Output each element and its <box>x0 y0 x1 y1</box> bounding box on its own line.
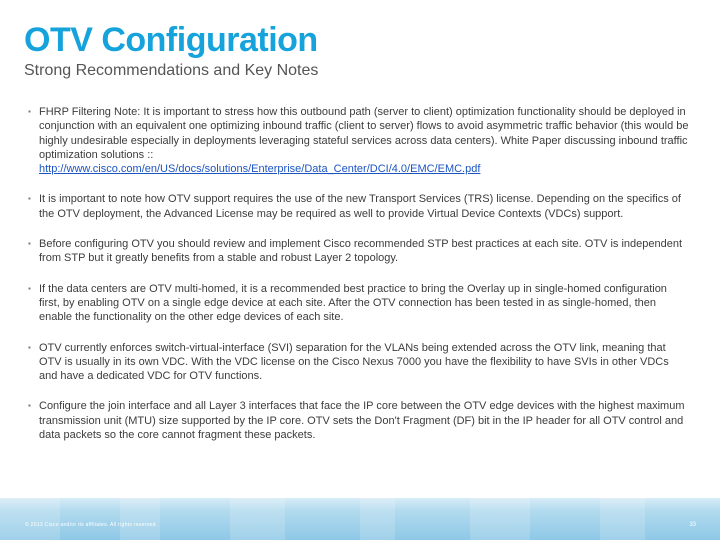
bullet-square-icon: ▪ <box>28 283 31 293</box>
bullet-item-trs-license <box>28 192 690 221</box>
bullet-square-icon: ▪ <box>28 239 31 249</box>
bullet-text: FHRP Filtering Note: It is important to stress how this outbound path (server to client) optimization functionality should be deployed in conjunction with an equivalent one optimizing inbound traffic (client to server) flows to avoid asymmetric traffic behavior (this would be highly undesirable especially in deployments leveraging stateful services across data centers). White Paper discussing inbound traffic optimization solutions :: <box>39 106 689 161</box>
bullet-item-stp-best-practices <box>28 237 690 266</box>
bullet-square-icon: ▪ <box>28 107 31 116</box>
footer-tile <box>600 498 645 540</box>
bullet-item-svi-separation <box>28 341 690 384</box>
bullet-text: It is important to note how OTV support requires the use of the new Transport Services (TRS) license. Depending on the specifics of the OTV deployment, the Advanced License may be required as well to provide Virtual Device Contexts (VDCs) support. <box>39 193 681 220</box>
bullet-item-fhrp-filtering <box>28 105 690 176</box>
bullet-square-icon: ▪ <box>28 194 31 204</box>
footer-tile <box>0 498 60 540</box>
bullet-square-icon: ▪ <box>28 401 31 411</box>
bullet-text: Before configuring OTV you should review and implement Cisco recommended STP best practices at each site. OTV is independent from STP but it greatly benefits from a stable and robust Layer 2 topology. <box>39 238 683 265</box>
footer-tile <box>230 498 285 540</box>
bullet-item-multi-homed <box>28 282 690 325</box>
slide-subtitle: Strong Recommendations and Key Notes <box>24 62 319 79</box>
footer-tile <box>360 498 395 540</box>
bullet-item-mtu <box>28 399 690 442</box>
bullet-text: If the data centers are OTV multi-homed, it is a recommended best practice to bring the Overlay up in single-homed configuration first, by enabling OTV on a single edge device at each site. After the OTV connection has been tested in as single-homed, then enable the functionality on the other edge devices of each site. <box>39 282 667 324</box>
footer-tile <box>470 498 530 540</box>
bullet-list <box>28 105 690 442</box>
page-number: 33 <box>689 522 696 528</box>
bullet-text: OTV currently enforces switch-virtual-interface (SVI) separation for the VLANs being extended across the OTV link, meaning that OTV is usually in its own VDC. With the VDC license on the Cisco Nexus 7000 you have the flexibility to have SVIs in other VDCs and have a dedicated VDC for OTV functions. <box>39 341 669 383</box>
copyright-text: © 2013 Cisco and/or its affiliates. All rights reserved. <box>25 522 158 528</box>
white-paper-link[interactable]: http://www.cisco.com/en/US/docs/solutions/Enterprise/Data_Center/DCI/4.0/EMC/EMC.pdf <box>39 163 481 176</box>
footer-tile <box>120 498 160 540</box>
bullet-text: Configure the join interface and all Layer 3 interfaces that face the IP core between the OTV edge devices with the highest maximum transmission unit (MTU) size supported by the IP core. OTV sets the Don't Fragment (DF) bit in the IP header for all OTV control and data packets so the core cannot fragment these packets. <box>39 400 685 442</box>
slide-title: OTV Configuration <box>24 21 318 59</box>
footer-bar <box>0 498 720 540</box>
bullet-square-icon: ▪ <box>28 342 31 352</box>
